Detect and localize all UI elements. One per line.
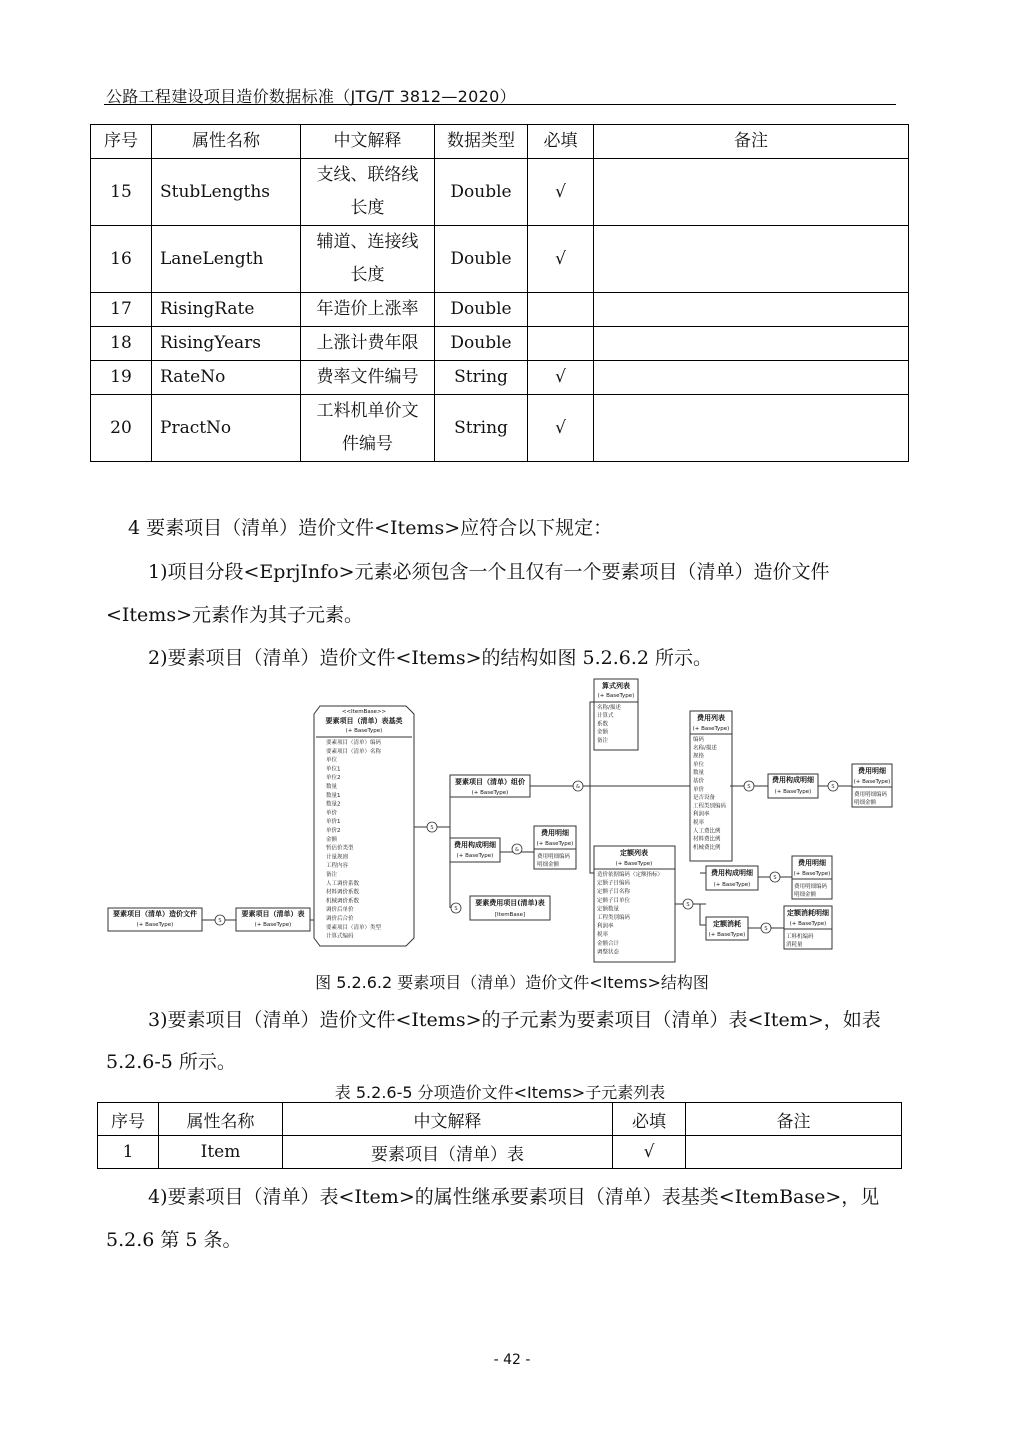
diagram-field: 单位1: [326, 766, 341, 773]
cell-desc: [301, 159, 435, 226]
cost-detail3-title: 费用明细: [798, 859, 826, 867]
diagram-field: 定额子目编码: [597, 880, 631, 887]
fee-item-title: 要素费用项目(清单)表: [475, 899, 545, 907]
svg-text:S: S: [430, 825, 434, 831]
svg-text:S: S: [831, 784, 835, 790]
fee-list-title: 费用列表: [697, 714, 725, 722]
cell-no: 18: [91, 327, 152, 361]
table-row: [91, 159, 909, 226]
diagram-field: 人工费比例: [693, 828, 721, 835]
figure-caption: 图 5.2.6.2 要素项目（清单）造价文件<Items>结构图: [315, 973, 709, 992]
table-row: [91, 361, 909, 395]
cell-type: String: [435, 361, 528, 395]
cost-detail-sub: (+ BaseType): [536, 841, 574, 847]
diagram-field: 单价1: [326, 819, 341, 826]
cost-comp2-title: 费用构成明细: [772, 776, 814, 784]
desc-line: 长度: [350, 265, 385, 285]
quota-title: 定额列表: [620, 849, 648, 857]
cost-detail2-title: 费用明细: [858, 767, 886, 775]
svg-text:S: S: [773, 875, 777, 881]
header-rule: [104, 104, 896, 105]
cost-detail-field: 费用明细编码: [537, 854, 571, 860]
svg-text:&: &: [576, 784, 580, 790]
base-sub: (+ BaseType): [345, 728, 383, 734]
diagram-field: 数量2: [326, 801, 341, 808]
cell-name: StubLengths: [152, 159, 301, 226]
items-file-sub: (+ BaseType): [136, 922, 174, 928]
diagram-field: 暂估价类型: [326, 845, 354, 852]
cell-req: √: [528, 395, 594, 462]
diagram-field: 税率: [597, 932, 609, 939]
formula-title: 算式列表: [602, 682, 630, 690]
diagram-field: 单价2: [326, 828, 341, 834]
diagram-field: 要素项目（清单）类型: [326, 924, 382, 931]
col-header: 序号: [91, 125, 152, 159]
svg-text:S: S: [686, 902, 690, 908]
cell-desc: 上涨计费年限: [301, 327, 435, 361]
items-file-title: 要素项目（清单）造价文件: [113, 910, 197, 918]
cell-desc: 要素项目（清单）表: [283, 1136, 613, 1169]
desc-line: 件编号: [342, 434, 393, 454]
cell-name: RisingYears: [152, 327, 301, 361]
cell-name: RateNo: [152, 361, 301, 395]
cell-no: 17: [91, 293, 152, 327]
consume-title: 定额消耗: [713, 920, 741, 928]
svg-text:S: S: [454, 906, 458, 912]
diagram-field: 基价: [693, 778, 705, 785]
table-header-row: [91, 125, 909, 159]
diagram-field: 材料调价系数: [326, 889, 360, 896]
cell-desc: 费率文件编号: [301, 361, 435, 395]
table-row: [91, 327, 909, 361]
group-sub: (+ BaseType): [471, 790, 509, 796]
col-header: 备注: [686, 1103, 902, 1136]
structure-diagram: [104, 676, 904, 966]
cost-detail-field: 明细金额: [537, 862, 560, 868]
diagram-field: 名称/描述: [693, 745, 717, 752]
cell-name: PractNo: [152, 395, 301, 462]
paragraph-3a: 3)要素项目（清单）造价文件<Items>的子元素为要素项目（清单）表<Item>，如表: [148, 1009, 881, 1031]
child-element-table: [97, 1102, 902, 1169]
diagram-field: 单价: [693, 786, 705, 793]
paragraph-4: 4 要素项目（清单）造价文件<Items>应符合以下规定：: [128, 517, 613, 539]
col-header: 数据类型: [435, 125, 528, 159]
cost-detail2-field: 费用明细编码: [854, 792, 888, 798]
paragraph-2: 2)要素项目（清单）造价文件<Items>的结构如图 5.2.6.2 所示。: [148, 647, 713, 669]
diagram-field: 单价: [326, 810, 338, 817]
paragraph-4a: 4)要素项目（清单）表<Item>的属性继承要素项目（清单）表基类<ItemBase>，见: [148, 1186, 880, 1208]
col-header: 序号: [98, 1103, 159, 1136]
consume-detail-field: 工料机编码: [786, 934, 814, 940]
cost-detail3-field: 费用明细编码: [794, 884, 828, 890]
running-header: 公路工程建设项目造价数据标准（JTG/T 3812—2020）: [106, 87, 516, 106]
svg-text:S: S: [747, 784, 751, 790]
diagram-field: 备注: [597, 737, 609, 744]
cell-desc: [301, 395, 435, 462]
cell-note: [594, 361, 909, 395]
cell-req: √: [528, 361, 594, 395]
cell-req: √: [528, 159, 594, 226]
paragraph-1a: 1)项目分段<EprjInfo>元素必须包含一个且仅有一个要素项目（清单）造价文件: [148, 561, 830, 583]
table-row: [91, 395, 909, 462]
diagram-field: 工程类别编码: [693, 803, 727, 810]
formula-sub: (+ BaseType): [597, 693, 635, 699]
desc-line: 工料机单价文: [316, 401, 419, 421]
table-row: [91, 293, 909, 327]
diagram-field: 系数: [597, 721, 609, 728]
diagram-field: 定额子目单位: [597, 897, 631, 904]
cell-req: √: [613, 1136, 686, 1169]
consume-detail-sub: (+ BaseType): [789, 921, 827, 927]
cell-desc: [301, 226, 435, 293]
consume-sub: (+ BaseType): [708, 932, 746, 938]
diagram-field: 工程类别编码: [597, 915, 631, 921]
cell-req: √: [528, 226, 594, 293]
cell-type: Double: [435, 159, 528, 226]
fee-item-sub: [ItemBase]: [494, 912, 526, 918]
diagram-field: 单位2: [326, 775, 341, 782]
cell-name: LaneLength: [152, 226, 301, 293]
cost-detail-title: 费用明细: [541, 829, 569, 837]
col-header: 中文解释: [283, 1103, 613, 1136]
fee-list-sub: (+ BaseType): [692, 726, 730, 732]
diagram-field: 计算式: [597, 713, 614, 720]
cost-detail2-sub: (+ BaseType): [853, 779, 891, 785]
diagram-field: 机械费比例: [693, 844, 721, 851]
diagram-field: 金额: [597, 729, 609, 736]
item-table-title: 要素项目（清单）表: [241, 910, 305, 918]
col-header: 必填: [613, 1103, 686, 1136]
cost-comp2-sub: (+ BaseType): [774, 789, 812, 795]
diagram-field: 名称/描述: [597, 705, 621, 711]
cell-note: [686, 1136, 902, 1169]
desc-line: 支线、联络线: [316, 165, 419, 185]
consume-detail-title: 定额消耗明细: [787, 909, 829, 917]
cost-comp-title: 费用构成明细: [454, 841, 496, 849]
diagram-field: 金额合计: [597, 940, 620, 947]
diagram-field: 是否设备: [693, 795, 716, 802]
paragraph-1b: <Items>元素作为其子元素。: [106, 604, 363, 626]
cell-note: [594, 327, 909, 361]
diagram-field: 造价依据编码（定额指标）: [597, 872, 664, 878]
cost-comp-sub: (+ BaseType): [456, 853, 494, 859]
cell-name: RisingRate: [152, 293, 301, 327]
svg-text:S: S: [764, 926, 768, 932]
desc-line: 长度: [350, 198, 385, 218]
quota-sub: (+ BaseType): [615, 861, 653, 867]
diagram-field: 单位: [693, 761, 705, 768]
diagram-field: 编码: [693, 737, 705, 743]
diagram-field: 利润率: [597, 923, 614, 930]
diagram-field: 利润率: [693, 811, 710, 818]
cell-type: Double: [435, 293, 528, 327]
diagram-field: 计量规则: [326, 854, 349, 861]
diagram-field: 要素项目（清单）编码: [326, 740, 382, 746]
diagram-field: 定额数量: [597, 906, 620, 913]
cell-type: Double: [435, 226, 528, 293]
diagram-field: 数量: [326, 784, 338, 790]
attribute-table: [90, 124, 909, 462]
cell-desc: 年造价上涨率: [301, 293, 435, 327]
col-header: 备注: [594, 125, 909, 159]
cell-name: Item: [159, 1136, 283, 1169]
diagram-field: 数量: [693, 770, 705, 777]
page-number: - 42 -: [493, 1352, 531, 1368]
col-header: 中文解释: [301, 125, 435, 159]
diagram-field: 调价后合价: [326, 916, 354, 922]
table2-caption: 表 5.2.6-5 分项造价文件<Items>子元素列表: [334, 1083, 666, 1102]
item-table-sub: (+ BaseType): [254, 922, 292, 928]
diagram-field: 金额: [326, 836, 338, 843]
table-row: [91, 226, 909, 293]
cell-no: 15: [91, 159, 152, 226]
diagram-field: 规格: [693, 753, 705, 760]
diagram-field: 单位: [326, 757, 338, 764]
diagram-field: 工程内容: [326, 863, 349, 870]
diagram-field: 调整状态: [597, 949, 620, 956]
cell-no: 19: [91, 361, 152, 395]
cell-req: [528, 327, 594, 361]
svg-text:S: S: [218, 918, 222, 924]
cell-note: [594, 293, 909, 327]
cell-type: String: [435, 395, 528, 462]
diagram-field: 备注: [326, 872, 338, 878]
cell-req: [528, 293, 594, 327]
table-row: [98, 1136, 902, 1169]
svg-text:&: &: [515, 847, 519, 853]
diagram-field: 调价后单价: [326, 907, 354, 914]
group-title: 要素项目（清单）组价: [455, 778, 525, 786]
cell-note: [594, 395, 909, 462]
diagram-field: 数量1: [326, 792, 341, 799]
col-header: 属性名称: [152, 125, 301, 159]
cost-comp3-sub: (+ BaseType): [713, 882, 751, 888]
diagram-field: 材料费比例: [693, 836, 721, 843]
paragraph-3b: 5.2.6-5 所示。: [106, 1051, 236, 1073]
cell-note: [594, 159, 909, 226]
diagram-field: 机械调价系数: [326, 898, 360, 905]
cell-type: Double: [435, 327, 528, 361]
diagram-field: 定额子目名称: [597, 889, 631, 896]
base-title: 要素项目（清单）表基类: [325, 717, 403, 725]
cost-detail3-sub: (+ BaseType): [793, 871, 831, 877]
diagram-field: 税率: [693, 820, 705, 826]
table-header-row: [98, 1103, 902, 1136]
paragraph-4b: 5.2.6 第 5 条。: [106, 1229, 242, 1251]
diagram-field: 要素项目（清单）名称: [326, 748, 382, 755]
cost-detail3-field: 明细金额: [794, 892, 817, 898]
diagram-field: 计算式编码: [326, 933, 354, 940]
cell-no: 20: [91, 395, 152, 462]
consume-detail-field: 消耗量: [786, 942, 803, 948]
cell-no: 1: [98, 1136, 159, 1169]
desc-line: 辅道、连接线: [316, 232, 419, 252]
cost-detail2-field: 明细金额: [854, 800, 877, 806]
col-header: 必填: [528, 125, 594, 159]
cell-note: [594, 226, 909, 293]
cost-comp3-title: 费用构成明细: [711, 869, 753, 877]
col-header: 属性名称: [159, 1103, 283, 1136]
cell-no: 16: [91, 226, 152, 293]
base-stereotype: <<ItemBase>>: [341, 709, 387, 715]
diagram-field: 人工调价系数: [326, 880, 360, 887]
